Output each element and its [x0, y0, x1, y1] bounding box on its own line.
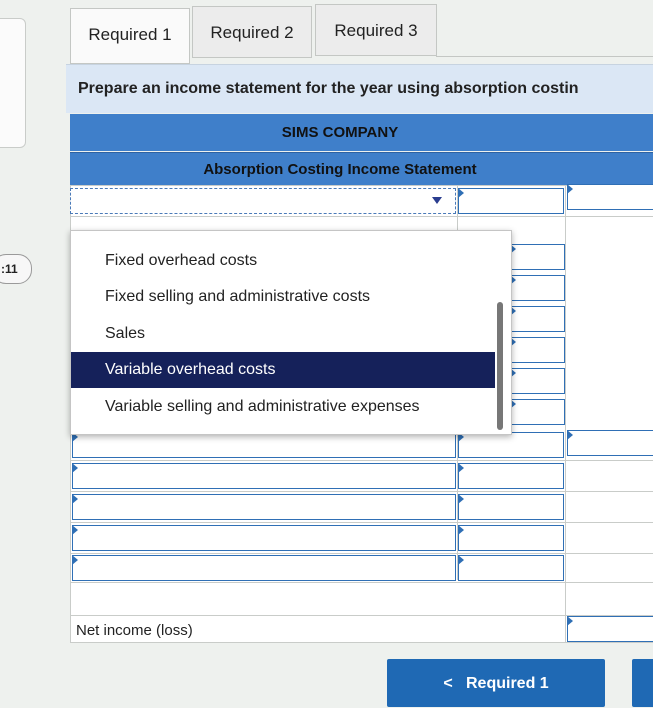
- dropdown-option-selected[interactable]: Variable overhead costs: [71, 352, 495, 388]
- amount-input[interactable]: [510, 368, 565, 394]
- tabs-divider: [436, 56, 653, 57]
- amount-input[interactable]: [510, 337, 565, 363]
- line-item-select[interactable]: [70, 188, 456, 214]
- line-item-dropdown[interactable]: [70, 230, 512, 435]
- row-divider: [70, 615, 653, 616]
- line-item-input[interactable]: [72, 463, 456, 489]
- dropdown-scrollbar[interactable]: [497, 302, 503, 430]
- previous-button-label: Required 1: [466, 675, 549, 692]
- amount-input[interactable]: [458, 494, 564, 520]
- net-income-input[interactable]: [567, 616, 653, 642]
- tab-required-3[interactable]: Required 3: [315, 4, 437, 56]
- row-divider: [70, 460, 653, 461]
- tab-required-1[interactable]: Required 1: [70, 8, 190, 64]
- company-name-header: SIMS COMPANY: [70, 114, 653, 151]
- amount-input[interactable]: [510, 306, 565, 332]
- amount-input[interactable]: [510, 275, 565, 301]
- amount-input[interactable]: [458, 432, 564, 458]
- chevron-left-icon: <: [443, 675, 453, 692]
- column-divider: [565, 185, 566, 643]
- line-item-input[interactable]: [72, 525, 456, 551]
- amount-input[interactable]: [458, 525, 564, 551]
- dropdown-option[interactable]: Variable selling and administrative expenses: [105, 398, 420, 415]
- total-input[interactable]: [567, 184, 653, 210]
- statement-title-header: Absorption Costing Income Statement: [70, 152, 653, 186]
- net-income-label: Net income (loss): [76, 622, 193, 639]
- side-panel-card: [0, 18, 26, 148]
- amount-input[interactable]: [458, 188, 564, 214]
- tab-required-2[interactable]: Required 2: [192, 6, 312, 58]
- line-item-input[interactable]: [72, 555, 456, 581]
- timer-badge: :11: [0, 254, 32, 284]
- dropdown-option[interactable]: Fixed overhead costs: [105, 252, 258, 269]
- row-divider: [70, 491, 653, 492]
- row-divider: [70, 582, 653, 583]
- dropdown-option[interactable]: Sales: [105, 325, 146, 342]
- chevron-down-icon[interactable]: [432, 197, 442, 204]
- amount-input[interactable]: [458, 555, 564, 581]
- line-item-input[interactable]: [72, 432, 456, 458]
- line-item-input[interactable]: [72, 494, 456, 520]
- dropdown-option[interactable]: Fixed selling and administrative costs: [105, 288, 371, 305]
- instruction-text: Prepare an income statement for the year using absorption costin: [66, 64, 653, 113]
- amount-input[interactable]: [458, 463, 564, 489]
- amount-input[interactable]: [510, 399, 565, 425]
- amount-input[interactable]: [510, 244, 565, 270]
- total-input[interactable]: [567, 430, 653, 456]
- row-divider: [70, 216, 653, 217]
- row-divider: [70, 553, 653, 554]
- row-divider: [70, 522, 653, 523]
